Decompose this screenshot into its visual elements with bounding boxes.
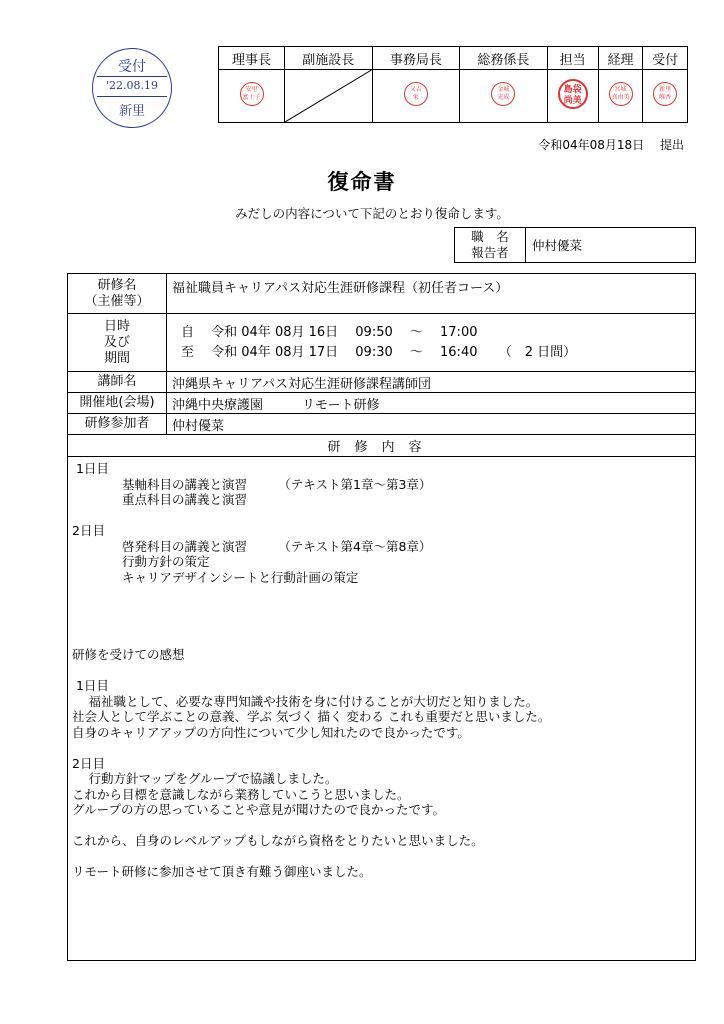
content-line — [72, 740, 689, 756]
content-line: 行動方針の策定 — [72, 554, 210, 569]
seal-stamp: 又吉 栄 — [404, 82, 428, 106]
course-name: 福祉職員キャリアパス対応生涯研修課程（初任者コース） — [172, 281, 509, 296]
course-value — [167, 274, 696, 314]
seal-stamp: 新里 唯香 — [653, 82, 677, 106]
position-label: 職 名 — [471, 229, 509, 244]
approval-header: 副施設長 — [285, 47, 373, 70]
content-line: これから、自身のレベルアップもしながら資格をとりたいと思いました。 — [72, 833, 484, 848]
approval-header: 総務係長 — [460, 47, 548, 70]
approval-cell — [219, 70, 285, 123]
period-label — [68, 314, 167, 372]
course-label-line: （主催等） — [84, 293, 150, 309]
approval-cell — [547, 70, 598, 123]
course-label — [68, 274, 167, 314]
submission-label: 提出 — [659, 138, 684, 152]
approval-cell-vacant — [285, 70, 373, 123]
approval-header: 経理 — [598, 47, 643, 70]
content-line — [72, 616, 689, 632]
content-line: 啓発科目の講義と演習 （テキスト第4章～第8章） — [72, 538, 432, 554]
content-line: 研修を受けての感想 — [72, 647, 185, 662]
submission-date: 令和04年08月18日 — [538, 138, 645, 152]
seal-stamp: 安里 富士子 — [240, 82, 264, 106]
lecturer-value: 沖縄県キャリアパス対応生涯研修課程講師団 — [167, 372, 696, 393]
approval-table — [218, 46, 688, 123]
participant-label: 研修参加者 — [68, 414, 167, 435]
content-line: 社会人として学ぶことの意義、学ぶ 気づく 描く 変わる これも重要だと思いました。 — [72, 709, 551, 724]
content-area — [68, 457, 696, 961]
content-line: グループの方の思っていることや意見が聞けたので良かったです。 — [72, 802, 446, 817]
content-line: 1日目 — [72, 678, 109, 693]
receipt-stamp-name: 新里 — [118, 104, 145, 119]
approval-cell — [460, 70, 548, 123]
approval-header: 受付 — [643, 47, 688, 70]
receipt-stamp-divider — [97, 96, 167, 97]
period-value — [167, 314, 696, 372]
content-line: 福祉職として、必要な専門知識や技術を身に付けることが大切だと知りました。 — [72, 693, 539, 709]
reporter-name: 仲村優菜 — [526, 228, 696, 263]
receipt-stamp-title: 受付 — [118, 59, 146, 75]
seal-stamp: 金城 光成 — [491, 82, 515, 106]
period-label-line: 日時 — [103, 318, 130, 334]
receipt-stamp-date: '22.08.19 — [105, 79, 158, 92]
content-line: 自身のキャリアアップの方向性について少し知れたので良かったです。 — [72, 724, 470, 740]
approval-cell — [598, 70, 643, 123]
section-header: 研修内容 — [68, 435, 696, 457]
content-line: 基軸科目の講義と演習 （テキスト第1章～第3章） — [72, 476, 432, 492]
content-line: 2日目 — [72, 523, 105, 538]
seal-stamp: 島袋 尚美 — [558, 79, 588, 109]
period-to: 至 令和 04年 08月 17日 09:30 ～ 16:40 （ 2 日間） — [181, 344, 577, 360]
content-line: これから目標を意識しながら業務していこうと思いました。 — [72, 786, 410, 802]
period-from: 自 令和 04年 08月 16日 09:50 ～ 17:00 — [181, 324, 478, 340]
approval-header: 理事長 — [219, 47, 285, 70]
content-line: 1日目 — [72, 461, 109, 476]
content-line — [72, 818, 689, 834]
reporter-label-text: 報告者 — [471, 245, 509, 260]
receipt-stamp — [92, 48, 172, 128]
venue-label: 開催地(会場) — [68, 393, 167, 414]
diagonal-strike-line — [285, 70, 372, 122]
document-title: 復命書 — [327, 170, 397, 194]
content-line — [72, 663, 689, 679]
content-line — [72, 849, 689, 865]
period-label-line: 及び — [103, 334, 130, 350]
approval-header: 担当 — [547, 47, 598, 70]
venue-value: 沖縄中央療護園 リモート研修 — [167, 393, 696, 414]
submission-line — [538, 136, 684, 153]
period-label-line: 期間 — [103, 350, 130, 366]
content-line — [72, 508, 689, 524]
content-line: リモート研修に参加させて頂き有難う御座いました。 — [72, 864, 372, 879]
content-line: 2日目 — [72, 755, 105, 771]
content-line: 行動方針マップをグループで協議しました。 — [72, 771, 338, 786]
course-label-line: 研修名 — [97, 277, 137, 293]
content-line — [72, 632, 689, 648]
approval-header: 事務局長 — [372, 47, 460, 70]
content-line — [72, 585, 689, 601]
approval-cell — [643, 70, 688, 123]
approval-cell — [372, 70, 460, 123]
lecturer-label: 講師名 — [68, 372, 167, 393]
receipt-stamp-divider — [97, 76, 167, 77]
content-line: 重点科目の講義と演習 — [72, 492, 248, 507]
reporter-label — [455, 228, 526, 263]
content-line: キャリアデザインシートと行動計画の策定 — [72, 569, 359, 585]
reporter-box — [454, 227, 696, 263]
seal-stamp: 宮城 真由美 — [609, 82, 633, 106]
participant-value: 仲村優菜 — [167, 414, 696, 435]
report-form — [67, 273, 696, 961]
document-subtitle: みだしの内容について下記のとおり復命します。 — [235, 206, 509, 221]
content-line — [72, 601, 689, 617]
